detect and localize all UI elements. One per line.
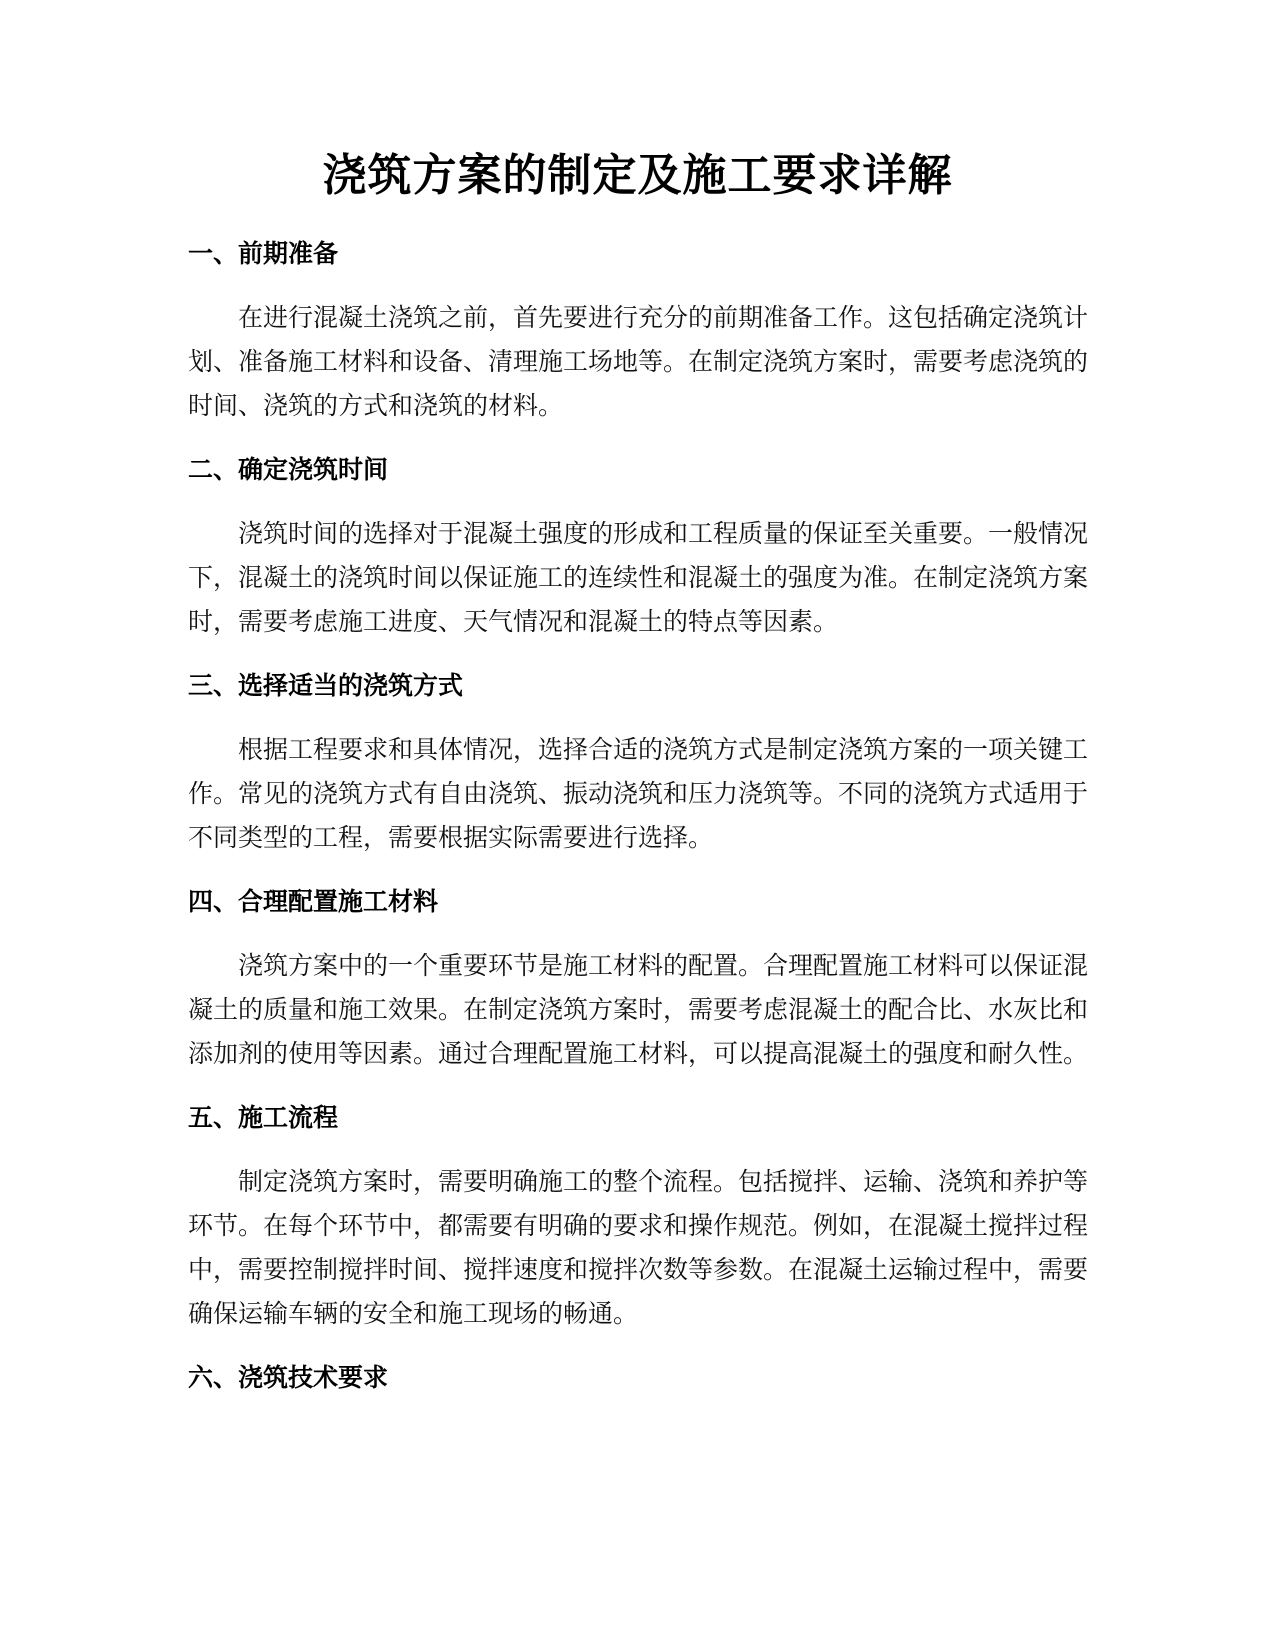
section-pouring-time: [188, 454, 1088, 644]
section-heading: 六、浇筑技术要求: [188, 1363, 389, 1392]
section-preparation: [188, 238, 1088, 428]
section-heading: 四、合理配置施工材料: [188, 887, 439, 916]
section-heading: 一、前期准备: [188, 239, 339, 268]
section-paragraph: 浇筑时间的选择对于混凝土强度的形成和工程质量的保证至关重要。一般情况下，混凝土的浇筑时间以保证施工的连续性和混凝土的强度为准。在制定浇筑方案时，需要考虑施工进度、天气情况和混凝土的特点等因素。: [188, 519, 1089, 636]
document-title: 浇筑方案的制定及施工要求详解: [322, 150, 953, 201]
section-materials: [188, 886, 1088, 1076]
section-paragraph: 在进行混凝土浇筑之前，首先要进行充分的前期准备工作。这包括确定浇筑计划、准备施工材料和设备、清理施工场地等。在制定浇筑方案时，需要考虑浇筑的时间、浇筑的方式和浇筑的材料。: [188, 303, 1089, 420]
section-heading: 五、施工流程: [188, 1103, 339, 1132]
section-heading: 三、选择适当的浇筑方式: [188, 671, 464, 700]
section-paragraph: 浇筑方案中的一个重要环节是施工材料的配置。合理配置施工材料可以保证混凝土的质量和施工效果。在制定浇筑方案时，需要考虑混凝土的配合比、水灰比和添加剂的使用等因素。通过合理配置施工材料，可以提高混凝土的强度和耐久性。: [188, 951, 1089, 1068]
section-process: [188, 1102, 1088, 1336]
section-paragraph: 制定浇筑方案时，需要明确施工的整个流程。包括搅拌、运输、浇筑和养护等环节。在每个环节中，都需要有明确的要求和操作规范。例如，在混凝土搅拌过程中，需要控制搅拌时间、搅拌速度和搅拌次数等参数。在混凝土运输过程中，需要确保运输车辆的安全和施工现场的畅通。: [188, 1167, 1089, 1328]
section-heading: 二、确定浇筑时间: [188, 455, 389, 484]
section-technical-requirements: [188, 1362, 1088, 1394]
section-pouring-method: [188, 670, 1088, 860]
section-paragraph: 根据工程要求和具体情况，选择合适的浇筑方式是制定浇筑方案的一项关键工作。常见的浇筑方式有自由浇筑、振动浇筑和压力浇筑等。不同的浇筑方式适用于不同类型的工程，需要根据实际需要进行选择。: [188, 735, 1089, 852]
document-content: [188, 238, 1088, 1420]
